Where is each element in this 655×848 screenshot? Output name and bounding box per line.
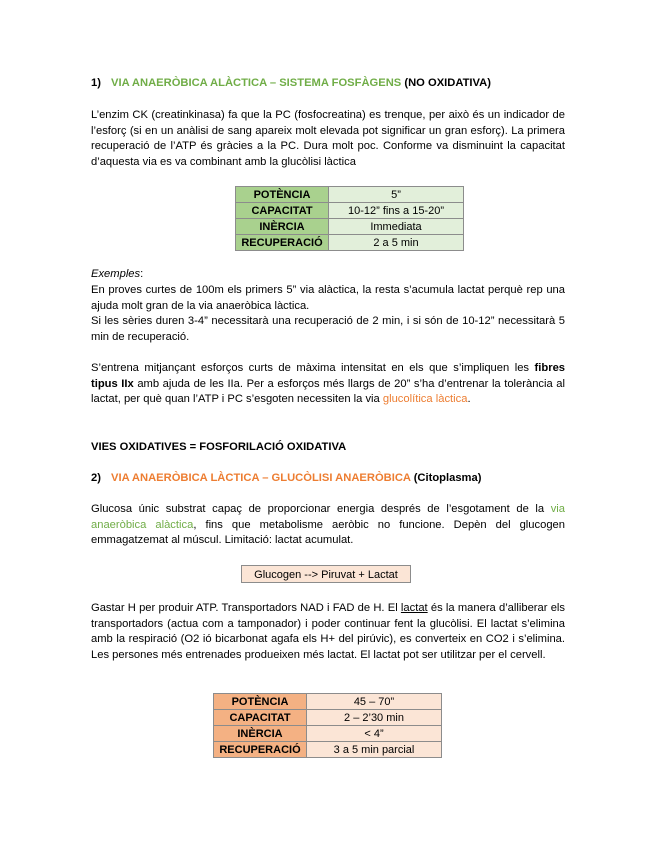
table-row [214,710,442,726]
training-paragraph [91,361,565,408]
table-value-cell: 45 – 70” [307,694,442,710]
section2-title-suffix: (Citoplasma) [413,472,482,484]
table-value-cell: 2 – 2’30 min [307,710,442,726]
section1-paragraph: L’enzim CK (creatinkinasa) fa que la PC (fosfocreatina) es trenque, per això és un indicador de l’esforç (si en un anàlisi de sang apareix molt elevada pot significar un gran esforç). La primera recuperació de l’ATP és gràcies a la PC. Dura molt poc. Conforme va disminuint la capacitat d’aquesta via es va combinant amb la glucòlisi làctica [91,109,565,168]
para2-text-end: és la manera d’alliberar els transportadors (actua com a tamponador) i poder continuar fent la glucòlisi. El lactat s’elimina amb la respiració (O2 ió bicarbonat agafa els H+ del pirúvic), es converteix en CO2 i s’elimina. Les persones més entrenades produeixen més lactat. El lactat pot ser utilitzar per el cervell. [91,602,565,661]
section1-title: VIA ANAERÒBICA ALÀCTICA – SISTEMA FOSFÀGENS [111,77,402,89]
training-fibres: fibres tipus IIx [91,362,566,390]
link-via-anaerobica-alactica[interactable]: via anaeròbica alàctica [91,503,565,531]
table-label-cell: RECUPERACIÓ [214,742,307,758]
section1-heading [91,76,565,92]
section2-heading [91,471,565,487]
section1-table [235,186,464,251]
table-row [236,203,464,219]
section2-number: 2) [91,472,101,484]
table-value-cell: 5” [329,187,464,203]
training-text-start: S’entrena mitjançant esforços curts de màxima intensitat en els que s’impliquen les [91,362,530,374]
table-label-cell: INÈRCIA [236,219,329,235]
section1-number: 1) [91,77,101,89]
table-label-cell: POTÈNCIA [214,694,307,710]
table-row [214,694,442,710]
table-row [236,187,464,203]
table-value-cell: 10-12” fins a 15-20” [329,203,464,219]
table-row [214,726,442,742]
table-label-cell: INÈRCIA [214,726,307,742]
table-label-cell: RECUPERACIÓ [236,235,329,251]
section2-paragraph2 [91,601,565,663]
table-row [236,235,464,251]
table-value-cell: 3 a 5 min parcial [307,742,442,758]
section2-paragraph1 [91,502,565,549]
para2-text-start: Gastar H per produir ATP. Transportadors NAD i FAD de H. El [91,602,398,614]
training-text-end: . [467,393,471,406]
training-text-middle: amb ajuda de les IIa. Per a esforços més llargs de 20” s’ha d’entrenar la tolerància al lactat, per què quan l’ATP i PC s’esgoten necessiten la via [91,377,565,406]
link-glucolitica-lactica[interactable]: glucolítica làctica [382,393,468,406]
oxidative-heading: VIES OXIDATIVES = FOSFORILACIÓ OXIDATIVA [91,441,347,453]
section1-title-suffix: (NO OXIDATIVA) [404,77,491,89]
examples-label-text: Exemples [91,268,141,280]
table-row [214,742,442,758]
examples-label-colon: : [140,268,144,280]
lactat-underlined: lactat [400,602,428,614]
table-label-cell: POTÈNCIA [236,187,329,203]
section2-title: VIA ANAERÒBICA LÀCTICA – GLUCÒLISI ANAERÒBICA [111,472,411,484]
examples-label [91,267,565,283]
table-value-cell: < 4” [307,726,442,742]
table-value-cell: Immediata [329,219,464,235]
example-2: Si les sèries duren 3-4” necessitarà una recuperació de 2 min, i si són de 10-12” necessitarà 5 min de recuperació. [91,315,565,343]
para1-text-end: , fins que metabolisme aeròbic no funcione. Depèn del glucogen emmagatzemat al múscul. Limitació: lactat acumulat. [91,518,565,547]
table-value-cell: 2 a 5 min [329,235,464,251]
table-label-cell: CAPACITAT [236,203,329,219]
formula-box: Glucogen --> Piruvat + Lactat [241,565,411,583]
example-1: En proves curtes de 100m els primers 5” via alàctica, la resta s’acumula lactat perquè rep una ajuda molt gran de la via anaeròbica làctica. [91,284,565,312]
table-row [236,219,464,235]
table-label-cell: CAPACITAT [214,710,307,726]
para1-text-start: Glucosa únic substrat capaç de proporcionar energia després de l’esgotament de la [91,503,545,515]
section2-table [213,693,442,758]
